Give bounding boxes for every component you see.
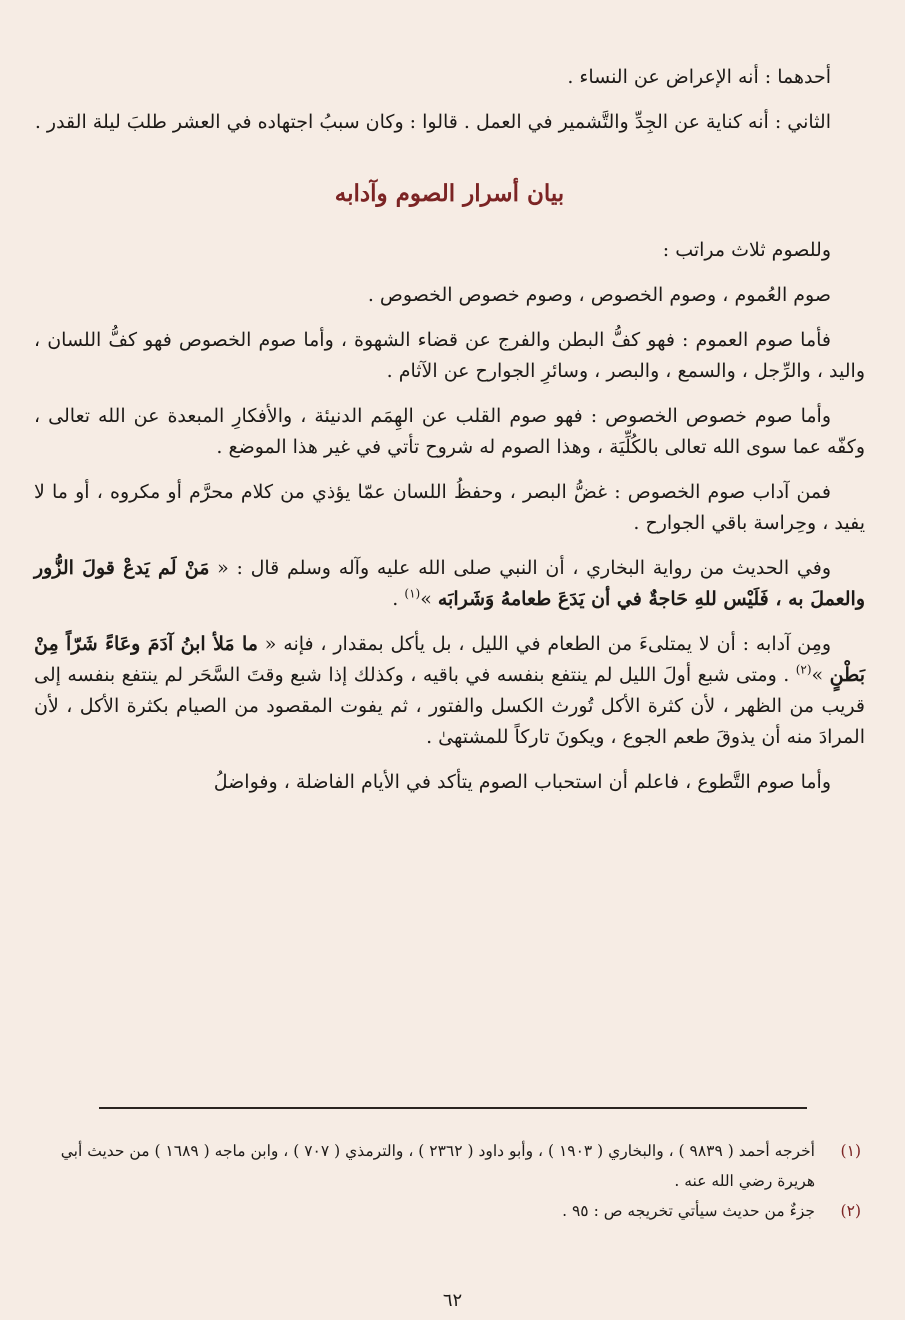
paragraph-levels-intro: وللصوم ثلاث مراتب : xyxy=(662,239,831,261)
footnote-ref-1[interactable]: (١) xyxy=(404,586,421,601)
section-heading: بيان أسرار الصوم وآدابه xyxy=(334,180,565,207)
hadith-end: . xyxy=(392,588,405,610)
footnote-item-1 xyxy=(30,1136,861,1196)
main-text xyxy=(34,62,865,812)
paragraph-levels-list: صوم العُموم ، وصوم الخصوص ، وصوم خصوص الخصوص . xyxy=(367,284,831,306)
footnote-number-2: (٢) xyxy=(840,1202,861,1220)
adab-rest: . ومتى شبع أولَ الليل لم ينتفع بنفسه في باقيه ، وكذلك إذا شبع وقتَ السَّحَر لم ينتفع بنفسه إلى قريب من الظهر ، لأن كثرة الأكل تُورث الكسل والفتور ، ثم يفوت المقصود من الصيام بكثرة الأكل ، لأن المرادَ منه أن يذوقَ طعم الجوع ، ويكونَ تاركاً للمشتهىٰ . xyxy=(34,664,865,748)
adab-lead: ومِن آدابه : أن لا يمتلىءَ من الطعام في الليل ، بل يأكل بمقدار ، فإنه « xyxy=(257,633,832,655)
paragraph-general-fasting: فأما صوم العموم : فهو كفُّ البطن والفرج عن قضاء الشهوة ، وأما صوم الخصوص فهو كفُّ اللسان ، واليد ، والرِّجل ، والسمع ، والبصر ، وسائرِ الجوارح عن الآثام . xyxy=(34,329,865,382)
paragraph-voluntary-fasting: وأما صوم التَّطوع ، فاعلم أن استحباب الصوم يتأكد في الأيام الفاضلة ، وفواضلُ xyxy=(213,771,831,793)
footnotes xyxy=(30,1136,861,1226)
footnote-text-1: أخرجه أحمد ( ٩٨٣٩ ) ، والبخاري ( ١٩٠٣ ) ، وأبو داود ( ٢٣٦٢ ) ، والترمذي ( ٧٠٧ ) ، وابن ماجه ( ١٦٨٩ ) من حديث أبي هريرة رضي الله عنه . xyxy=(60,1142,815,1190)
paragraph-hadith xyxy=(34,553,865,615)
paragraph-second-meaning: الثاني : أنه كناية عن الجِدِّ والتَّشمير في العمل . قالوا : وكان سببُ اجتهاده في العشر طلبَ ليلة القدر . xyxy=(34,111,831,133)
footnote-divider xyxy=(99,1107,807,1109)
paragraph-fasting-etiquette: فمن آداب صوم الخصوص : غضُّ البصر ، وحفظُ اللسان عمّا يؤذي من كلام محرَّم أو مكروه ، أو ما لا يفيد ، وحِراسة باقي الجوارح . xyxy=(34,481,865,534)
hadith-quote: مَنْ لَم يَدعْ قولَ الزُّور والعملَ به ، فَلَيْس للهِ حَاجةٌ في أن يَدَعَ طعامهُ وَشَرابَه xyxy=(34,557,865,610)
footnote-text-2: جزءٌ من حديث سيأتي تخريجه ص : ٩٥ . xyxy=(562,1202,815,1220)
paragraph-eating-etiquette xyxy=(34,629,865,753)
hadith-lead: وفي الحديث من رواية البخاري ، أن النبي صلى الله عليه وآله وسلم قال : « xyxy=(209,557,831,579)
adab-hadith-quote: ما مَلأ ابنُ آدَمَ وعَاءً شَرّاً مِنْ بَطْنٍ xyxy=(34,633,865,686)
footnote-item-2 xyxy=(30,1196,861,1226)
footnote-ref-2[interactable]: (٢) xyxy=(795,662,812,677)
page-number: ٦٢ xyxy=(442,1290,463,1311)
adab-close: » xyxy=(811,664,830,686)
paragraph-elite-fasting: وأما صوم خصوص الخصوص : فهو صوم القلب عن الهِمَم الدنيئة ، والأفكارِ المبعدة عن الله تعالى ، وكفّه عما سوى الله تعالى بالكُلِّيَة ، وهذا الصوم له شروح تأتي في غير هذا الموضع . xyxy=(34,405,865,458)
footnote-number-1: (١) xyxy=(840,1142,861,1160)
hadith-close: » xyxy=(420,588,438,610)
paragraph-first-meaning: أحدهما : أنه الإعراض عن النساء . xyxy=(567,66,831,88)
